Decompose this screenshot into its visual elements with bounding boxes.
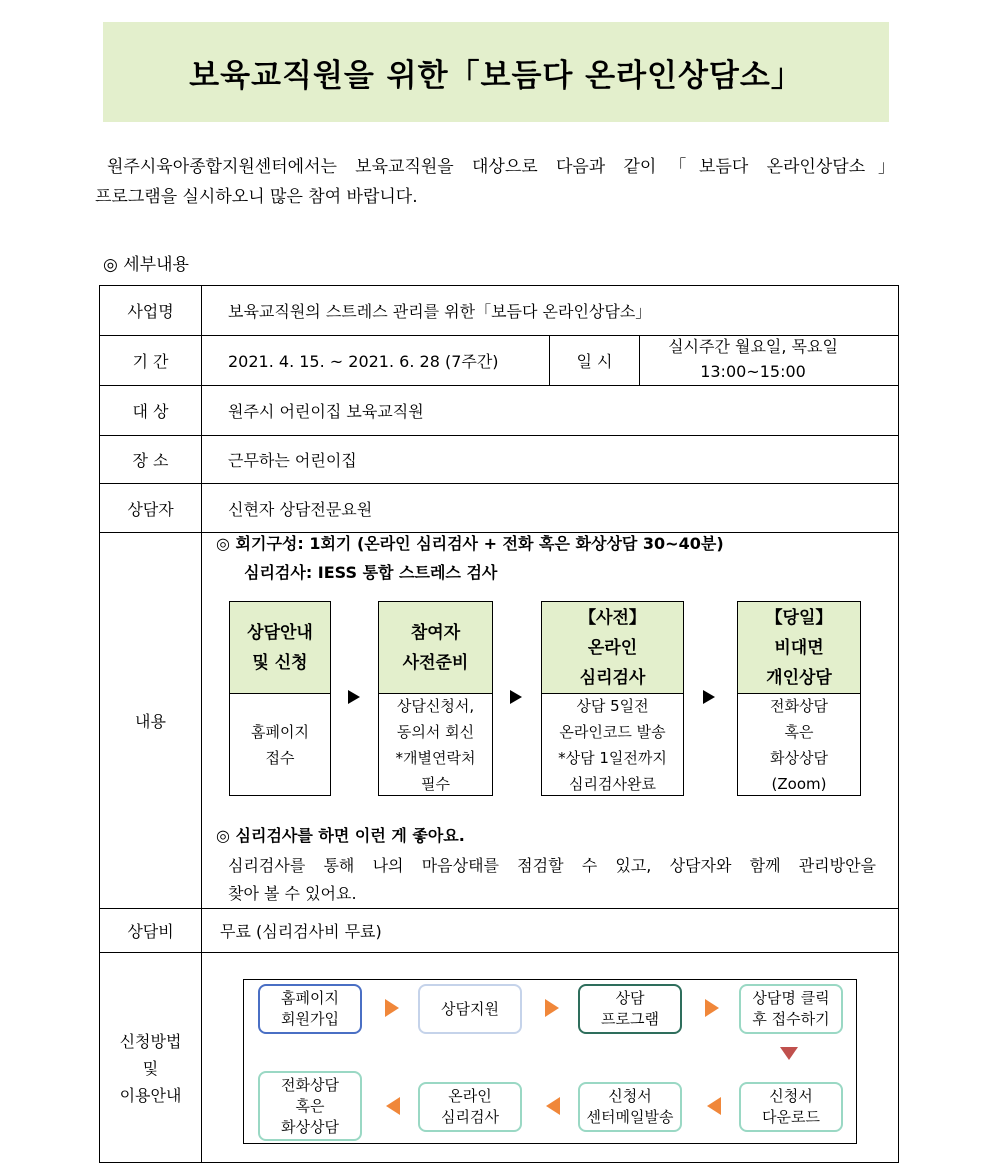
intro-paragraph — [95, 152, 895, 212]
step-2-desc: 상담신청서, 동의서 회신 *개별연락처 필수 — [395, 696, 476, 793]
arrow-left-icon — [546, 1097, 560, 1115]
section-heading: ◎ 세부내용 — [103, 255, 189, 275]
target-value: 원주시 어린이집 보육교직원 — [228, 402, 424, 421]
page-title: 보육교직원을 위한「보듬다 온라인상담소」 — [189, 57, 803, 94]
apply-label: 신청방법 및 이용안내 — [119, 1032, 182, 1105]
intro-line-2: 프로그램을 실시하오니 많은 참여 바랍니다. — [95, 187, 418, 207]
arrow-left-icon — [386, 1097, 400, 1115]
flow-step-email: 신청서 센터메일발송 — [578, 1082, 682, 1132]
arrow-right-icon — [703, 690, 715, 704]
period-label: 기 간 — [132, 352, 169, 371]
time-label: 일 시 — [576, 352, 613, 371]
step-1-desc: 홈페이지 접수 — [251, 722, 309, 767]
flow-step-register: 상담명 클릭 후 접수하기 — [739, 984, 843, 1034]
step-box-4 — [737, 601, 861, 796]
arrow-down-icon — [780, 1047, 798, 1060]
step-2-title: 참여자 사전준비 — [379, 602, 492, 694]
benefit-line-1: 심리검사를 통해 나의 마음상태를 점검할 수 있고, 상담자와 함께 관리방안을 — [228, 856, 876, 875]
project-label: 사업명 — [127, 302, 174, 321]
fee-value: 무료 (심리검사비 무료) — [220, 922, 382, 941]
time-line-2: 13:00~15:00 — [700, 362, 806, 381]
title-banner — [103, 22, 889, 122]
benefit-heading: ◎ 심리검사를 하면 이런 게 좋아요. — [216, 826, 465, 845]
arrow-right-icon — [348, 690, 360, 704]
fee-label: 상담비 — [127, 922, 174, 941]
composition-text: ◎ 회기구성: 1회기 (온라인 심리검사 + 전화 혹은 화상상담 30~40분) — [216, 534, 724, 553]
flow-step-online-test: 온라인 심리검사 — [418, 1082, 522, 1132]
step-box-3 — [541, 601, 684, 796]
flow-step-consult: 전화상담 혹은 화상상담 — [258, 1071, 362, 1141]
flow-step-program: 상담 프로그램 — [578, 984, 682, 1034]
project-value: 보육교직원의 스트레스 관리를 위한「보듬다 온라인상담소」 — [228, 302, 652, 321]
target-label: 대 상 — [132, 402, 169, 421]
flow-step-support: 상담지원 — [418, 984, 522, 1034]
counselor-label: 상담자 — [127, 499, 174, 519]
arrow-left-icon — [707, 1097, 721, 1115]
arrow-right-icon — [705, 999, 719, 1017]
intro-line-1: 원주시육아종합지원센터에서는 보육교직원을 대상으로 다음과 같이「보듬다 온라인상담소」 — [107, 157, 895, 177]
arrow-right-icon — [385, 999, 399, 1017]
benefit-line-2: 찾아 볼 수 있어요. — [228, 884, 357, 903]
step-1-title: 상담안내 및 신청 — [230, 602, 330, 694]
time-value — [640, 334, 866, 384]
arrow-right-icon — [510, 690, 522, 704]
counselor-value: 신현자 상담전문요원 — [228, 499, 373, 519]
step-4-desc: 전화상담 혹은 화상상담 (Zoom) — [770, 696, 828, 793]
place-label: 장 소 — [132, 451, 169, 470]
step-box-1 — [229, 601, 331, 796]
time-line-1: 실시주간 월요일, 목요일 — [668, 337, 838, 356]
flow-step-signup: 홈페이지 회원가입 — [258, 984, 362, 1034]
test-text: 심리검사: IESS 통합 스트레스 검사 — [244, 563, 498, 582]
step-3-title: 【사전】 온라인 심리검사 — [542, 602, 683, 694]
step-4-title: 【당일】 비대면 개인상담 — [738, 602, 860, 694]
arrow-right-icon — [545, 999, 559, 1017]
step-box-2 — [378, 601, 493, 796]
period-value: 2021. 4. 15. ~ 2021. 6. 28 (7주간) — [228, 352, 499, 371]
flow-step-download: 신청서 다운로드 — [739, 1082, 843, 1132]
place-value: 근무하는 어린이집 — [228, 451, 357, 470]
content-label: 내용 — [135, 712, 166, 731]
step-3-desc: 상담 5일전 온라인코드 발송 *상담 1일전까지 심리검사완료 — [558, 696, 667, 793]
